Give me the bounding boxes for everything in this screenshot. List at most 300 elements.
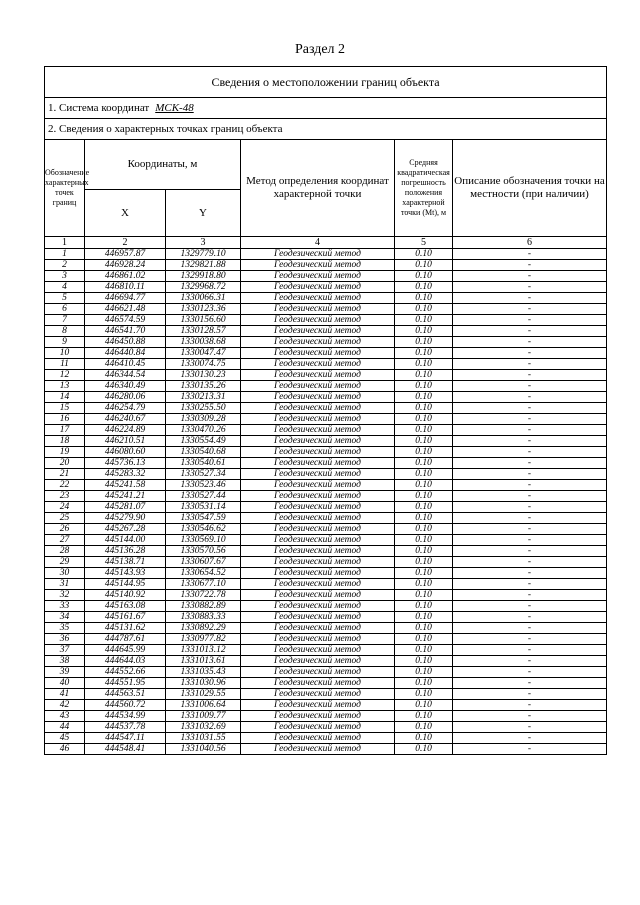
cell-y: 1330074.75 — [166, 359, 241, 370]
cell-y: 1330546.62 — [166, 524, 241, 535]
table-row — [45, 579, 607, 590]
cell-error: 0.10 — [395, 535, 453, 546]
cell-x: 446080.60 — [85, 447, 166, 458]
cell-y: 1330540.68 — [166, 447, 241, 458]
cell-description: - — [453, 458, 607, 469]
cell-point-number: 36 — [45, 634, 85, 645]
cell-method: Геодезический метод — [241, 436, 395, 447]
cell-y: 1330213.31 — [166, 392, 241, 403]
cell-x: 446410.45 — [85, 359, 166, 370]
cell-y: 1331040.56 — [166, 744, 241, 755]
cell-x: 444552.66 — [85, 667, 166, 678]
cell-y: 1330255.50 — [166, 403, 241, 414]
cell-point-number: 41 — [45, 689, 85, 700]
cell-error: 0.10 — [395, 546, 453, 557]
table-row — [45, 557, 607, 568]
cell-y: 1330309.28 — [166, 414, 241, 425]
cell-point-number: 33 — [45, 601, 85, 612]
cell-description: - — [453, 557, 607, 568]
cell-method: Геодезический метод — [241, 634, 395, 645]
cell-description: - — [453, 601, 607, 612]
header-method: Метод определения координат характерной точки — [241, 140, 395, 237]
table-row — [45, 601, 607, 612]
cell-x: 444548.41 — [85, 744, 166, 755]
table-row — [45, 326, 607, 337]
cell-point-number: 44 — [45, 722, 85, 733]
cell-method: Геодезический метод — [241, 392, 395, 403]
cell-description: - — [453, 733, 607, 744]
cell-point-number: 19 — [45, 447, 85, 458]
cell-method: Геодезический метод — [241, 260, 395, 271]
cell-error: 0.10 — [395, 304, 453, 315]
cell-y: 1330123.36 — [166, 304, 241, 315]
cell-method: Геодезический метод — [241, 590, 395, 601]
cell-error: 0.10 — [395, 689, 453, 700]
cell-y: 1330066.31 — [166, 293, 241, 304]
cell-point-number: 24 — [45, 502, 85, 513]
cell-y: 1331013.61 — [166, 656, 241, 667]
cell-point-number: 6 — [45, 304, 85, 315]
cell-error: 0.10 — [395, 458, 453, 469]
cell-description: - — [453, 711, 607, 722]
cell-error: 0.10 — [395, 744, 453, 755]
cell-point-number: 37 — [45, 645, 85, 656]
cell-method: Геодезический метод — [241, 502, 395, 513]
cell-point-number: 31 — [45, 579, 85, 590]
table-row — [45, 293, 607, 304]
cell-x: 445144.00 — [85, 535, 166, 546]
cell-x: 445279.90 — [85, 513, 166, 524]
cell-description: - — [453, 414, 607, 425]
cell-y: 1330527.34 — [166, 469, 241, 480]
cell-method: Геодезический метод — [241, 348, 395, 359]
cell-x: 446928.24 — [85, 260, 166, 271]
table-row — [45, 535, 607, 546]
table-row — [45, 414, 607, 425]
cell-error: 0.10 — [395, 436, 453, 447]
column-number: 4 — [241, 237, 395, 249]
column-number: 1 — [45, 237, 85, 249]
cell-error: 0.10 — [395, 359, 453, 370]
cell-method: Геодезический метод — [241, 744, 395, 755]
header-error: Средняя квадратическая погрешность положения характерной точки (Mt), м — [395, 140, 453, 237]
cell-error: 0.10 — [395, 557, 453, 568]
cell-method: Геодезический метод — [241, 458, 395, 469]
cell-method: Геодезический метод — [241, 326, 395, 337]
cell-x: 445736.13 — [85, 458, 166, 469]
cell-y: 1330038.68 — [166, 337, 241, 348]
cell-description: - — [453, 623, 607, 634]
cell-point-number: 29 — [45, 557, 85, 568]
cell-method: Геодезический метод — [241, 524, 395, 535]
cell-description: - — [453, 568, 607, 579]
cell-y: 1330523.46 — [166, 480, 241, 491]
cell-y: 1330607.67 — [166, 557, 241, 568]
cell-point-number: 23 — [45, 491, 85, 502]
table-row — [45, 282, 607, 293]
cell-error: 0.10 — [395, 392, 453, 403]
cell-y: 1330677.10 — [166, 579, 241, 590]
cell-description: - — [453, 271, 607, 282]
cell-description: - — [453, 447, 607, 458]
cell-description: - — [453, 359, 607, 370]
cell-y: 1331031.55 — [166, 733, 241, 744]
cell-description: - — [453, 249, 607, 260]
header-y: Y — [166, 190, 241, 237]
cell-error: 0.10 — [395, 315, 453, 326]
cell-error: 0.10 — [395, 348, 453, 359]
cell-y: 1330547.59 — [166, 513, 241, 524]
cell-method: Геодезический метод — [241, 480, 395, 491]
table-row — [45, 348, 607, 359]
cell-error: 0.10 — [395, 447, 453, 458]
cell-y: 1329918.80 — [166, 271, 241, 282]
cell-x: 446210.51 — [85, 436, 166, 447]
table-row — [45, 502, 607, 513]
cell-method: Геодезический метод — [241, 711, 395, 722]
cell-x: 445163.08 — [85, 601, 166, 612]
table-row — [45, 491, 607, 502]
cell-x: 446694.77 — [85, 293, 166, 304]
cell-error: 0.10 — [395, 722, 453, 733]
table-row — [45, 744, 607, 755]
cell-x: 446541.70 — [85, 326, 166, 337]
cell-method: Геодезический метод — [241, 579, 395, 590]
cell-error: 0.10 — [395, 502, 453, 513]
table-row — [45, 722, 607, 733]
cell-error: 0.10 — [395, 623, 453, 634]
column-number: 3 — [166, 237, 241, 249]
table-row — [45, 249, 607, 260]
cell-x: 445241.58 — [85, 480, 166, 491]
cell-y: 1330722.78 — [166, 590, 241, 601]
cell-description: - — [453, 282, 607, 293]
table-row — [45, 667, 607, 678]
cell-method: Геодезический метод — [241, 403, 395, 414]
cell-error: 0.10 — [395, 480, 453, 491]
cell-description: - — [453, 403, 607, 414]
cell-description: - — [453, 700, 607, 711]
cell-description: - — [453, 612, 607, 623]
cell-point-number: 13 — [45, 381, 85, 392]
cell-description: - — [453, 590, 607, 601]
cell-description: - — [453, 381, 607, 392]
cell-error: 0.10 — [395, 634, 453, 645]
cell-method: Геодезический метод — [241, 568, 395, 579]
cell-y: 1329821.88 — [166, 260, 241, 271]
cell-y: 1331009.77 — [166, 711, 241, 722]
cell-x: 445136.28 — [85, 546, 166, 557]
cell-description: - — [453, 469, 607, 480]
cell-error: 0.10 — [395, 337, 453, 348]
column-number: 5 — [395, 237, 453, 249]
cell-point-number: 17 — [45, 425, 85, 436]
cell-method: Геодезический метод — [241, 282, 395, 293]
cell-point-number: 8 — [45, 326, 85, 337]
coord-system-label: 1. Система координат — [48, 102, 150, 114]
cell-method: Геодезический метод — [241, 689, 395, 700]
cell-description: - — [453, 667, 607, 678]
cell-point-number: 46 — [45, 744, 85, 755]
cell-method: Геодезический метод — [241, 623, 395, 634]
cell-description: - — [453, 293, 607, 304]
cell-error: 0.10 — [395, 524, 453, 535]
cell-x: 445143.93 — [85, 568, 166, 579]
cell-y: 1330156.60 — [166, 315, 241, 326]
cell-description: - — [453, 744, 607, 755]
cell-x: 446957.87 — [85, 249, 166, 260]
cell-description: - — [453, 513, 607, 524]
cell-description: - — [453, 579, 607, 590]
cell-method: Геодезический метод — [241, 293, 395, 304]
cell-method: Геодезический метод — [241, 370, 395, 381]
cell-method: Геодезический метод — [241, 359, 395, 370]
cell-method: Геодезический метод — [241, 557, 395, 568]
cell-point-number: 25 — [45, 513, 85, 524]
cell-description: - — [453, 425, 607, 436]
cell-error: 0.10 — [395, 667, 453, 678]
cell-error: 0.10 — [395, 579, 453, 590]
cell-y: 1330570.56 — [166, 546, 241, 557]
cell-x: 444563.51 — [85, 689, 166, 700]
cell-point-number: 3 — [45, 271, 85, 282]
cell-error: 0.10 — [395, 469, 453, 480]
cell-method: Геодезический метод — [241, 414, 395, 425]
cell-method: Геодезический метод — [241, 425, 395, 436]
table-row — [45, 700, 607, 711]
cell-y: 1330135.26 — [166, 381, 241, 392]
cell-y: 1329968.72 — [166, 282, 241, 293]
cell-error: 0.10 — [395, 733, 453, 744]
cell-point-number: 38 — [45, 656, 85, 667]
cell-description: - — [453, 348, 607, 359]
cell-x: 445140.92 — [85, 590, 166, 601]
cell-x: 445267.28 — [85, 524, 166, 535]
cell-point-number: 18 — [45, 436, 85, 447]
cell-x: 446621.48 — [85, 304, 166, 315]
cell-y: 1330569.10 — [166, 535, 241, 546]
table-row — [45, 370, 607, 381]
cell-y: 1330531.14 — [166, 502, 241, 513]
cell-method: Геодезический метод — [241, 315, 395, 326]
table-row — [45, 315, 607, 326]
cell-description: - — [453, 260, 607, 271]
cell-y: 1330892.29 — [166, 623, 241, 634]
table-body — [45, 249, 607, 755]
cell-x: 444645.99 — [85, 645, 166, 656]
table-row — [45, 359, 607, 370]
cell-method: Геодезический метод — [241, 667, 395, 678]
cell-x: 444534.99 — [85, 711, 166, 722]
cell-method: Геодезический метод — [241, 381, 395, 392]
cell-error: 0.10 — [395, 414, 453, 425]
cell-description: - — [453, 524, 607, 535]
cell-y: 1331035.43 — [166, 667, 241, 678]
cell-x: 446254.79 — [85, 403, 166, 414]
cell-x: 445131.62 — [85, 623, 166, 634]
boundary-points-table — [44, 66, 607, 755]
cell-description: - — [453, 502, 607, 513]
section-title: Раздел 2 — [294, 42, 346, 57]
cell-point-number: 34 — [45, 612, 85, 623]
cell-description: - — [453, 326, 607, 337]
table-row — [45, 513, 607, 524]
cell-error: 0.10 — [395, 425, 453, 436]
cell-x: 445241.21 — [85, 491, 166, 502]
cell-error: 0.10 — [395, 601, 453, 612]
cell-method: Геодезический метод — [241, 601, 395, 612]
cell-point-number: 21 — [45, 469, 85, 480]
cell-error: 0.10 — [395, 656, 453, 667]
cell-y: 1330883.33 — [166, 612, 241, 623]
cell-y: 1330128.57 — [166, 326, 241, 337]
cell-y: 1330130.23 — [166, 370, 241, 381]
cell-description: - — [453, 634, 607, 645]
cell-method: Геодезический метод — [241, 249, 395, 260]
cell-method: Геодезический метод — [241, 546, 395, 557]
cell-point-number: 22 — [45, 480, 85, 491]
cell-x: 446450.88 — [85, 337, 166, 348]
column-number: 2 — [85, 237, 166, 249]
cell-error: 0.10 — [395, 249, 453, 260]
cell-point-number: 2 — [45, 260, 85, 271]
cell-y: 1330527.44 — [166, 491, 241, 502]
header-x: X — [85, 190, 166, 237]
cell-point-number: 14 — [45, 392, 85, 403]
cell-point-number: 28 — [45, 546, 85, 557]
cell-x: 445138.71 — [85, 557, 166, 568]
cell-error: 0.10 — [395, 513, 453, 524]
cell-error: 0.10 — [395, 590, 453, 601]
cell-y: 1329779.10 — [166, 249, 241, 260]
table-row — [45, 612, 607, 623]
cell-y: 1331032.69 — [166, 722, 241, 733]
column-number: 6 — [453, 237, 607, 249]
cell-x: 446280.06 — [85, 392, 166, 403]
table-row — [45, 711, 607, 722]
cell-method: Геодезический метод — [241, 447, 395, 458]
cell-description: - — [453, 546, 607, 557]
table-row — [45, 436, 607, 447]
table-row — [45, 524, 607, 535]
cell-method: Геодезический метод — [241, 469, 395, 480]
cell-y: 1331013.12 — [166, 645, 241, 656]
points-section-label: 2. Сведения о характерных точках границ объекта — [45, 119, 607, 140]
cell-error: 0.10 — [395, 282, 453, 293]
cell-description: - — [453, 689, 607, 700]
cell-point-number: 9 — [45, 337, 85, 348]
cell-method: Геодезический метод — [241, 700, 395, 711]
table-row — [45, 546, 607, 557]
column-numbers-row — [45, 237, 607, 249]
cell-description: - — [453, 491, 607, 502]
header-point-name: Обозначение характерных точек границ — [45, 140, 85, 237]
cell-x: 446861.02 — [85, 271, 166, 282]
cell-x: 446344.54 — [85, 370, 166, 381]
cell-point-number: 11 — [45, 359, 85, 370]
cell-point-number: 7 — [45, 315, 85, 326]
cell-x: 446810.11 — [85, 282, 166, 293]
cell-y: 1331029.55 — [166, 689, 241, 700]
cell-x: 444787.61 — [85, 634, 166, 645]
table-row — [45, 425, 607, 436]
cell-description: - — [453, 304, 607, 315]
cell-method: Геодезический метод — [241, 535, 395, 546]
cell-point-number: 42 — [45, 700, 85, 711]
cell-error: 0.10 — [395, 491, 453, 502]
cell-x: 445144.95 — [85, 579, 166, 590]
cell-method: Геодезический метод — [241, 337, 395, 348]
cell-x: 446240.67 — [85, 414, 166, 425]
cell-error: 0.10 — [395, 700, 453, 711]
table-row — [45, 568, 607, 579]
cell-method: Геодезический метод — [241, 491, 395, 502]
cell-x: 446440.84 — [85, 348, 166, 359]
cell-y: 1330977.82 — [166, 634, 241, 645]
cell-point-number: 4 — [45, 282, 85, 293]
cell-x: 445283.32 — [85, 469, 166, 480]
cell-description: - — [453, 678, 607, 689]
table-row — [45, 271, 607, 282]
cell-method: Геодезический метод — [241, 271, 395, 282]
cell-x: 444644.03 — [85, 656, 166, 667]
cell-error: 0.10 — [395, 678, 453, 689]
cell-error: 0.10 — [395, 612, 453, 623]
cell-description: - — [453, 337, 607, 348]
cell-y: 1330882.89 — [166, 601, 241, 612]
cell-method: Геодезический метод — [241, 656, 395, 667]
cell-description: - — [453, 480, 607, 491]
cell-point-number: 39 — [45, 667, 85, 678]
cell-description: - — [453, 535, 607, 546]
cell-x: 444547.11 — [85, 733, 166, 744]
cell-description: - — [453, 392, 607, 403]
table-row — [45, 590, 607, 601]
cell-method: Геодезический метод — [241, 678, 395, 689]
cell-description: - — [453, 436, 607, 447]
table-row — [45, 447, 607, 458]
table-row — [45, 337, 607, 348]
cell-point-number: 5 — [45, 293, 85, 304]
cell-point-number: 40 — [45, 678, 85, 689]
cell-y: 1330654.52 — [166, 568, 241, 579]
table-row — [45, 689, 607, 700]
header-coords: Координаты, м — [85, 140, 241, 190]
cell-y: 1331030.96 — [166, 678, 241, 689]
cell-description: - — [453, 645, 607, 656]
cell-x: 444560.72 — [85, 700, 166, 711]
table-row — [45, 678, 607, 689]
table-row — [45, 656, 607, 667]
cell-x: 444551.95 — [85, 678, 166, 689]
cell-point-number: 43 — [45, 711, 85, 722]
table-title: Сведения о местоположении границ объекта — [45, 67, 607, 98]
cell-y: 1330470.26 — [166, 425, 241, 436]
cell-method: Геодезический метод — [241, 733, 395, 744]
cell-error: 0.10 — [395, 271, 453, 282]
cell-error: 0.10 — [395, 293, 453, 304]
cell-x: 445281.07 — [85, 502, 166, 513]
cell-y: 1330554.49 — [166, 436, 241, 447]
cell-description: - — [453, 315, 607, 326]
table-row — [45, 623, 607, 634]
cell-error: 0.10 — [395, 260, 453, 271]
cell-x: 446340.49 — [85, 381, 166, 392]
cell-x: 446574.59 — [85, 315, 166, 326]
cell-point-number: 35 — [45, 623, 85, 634]
cell-y: 1331006.64 — [166, 700, 241, 711]
cell-method: Геодезический метод — [241, 304, 395, 315]
